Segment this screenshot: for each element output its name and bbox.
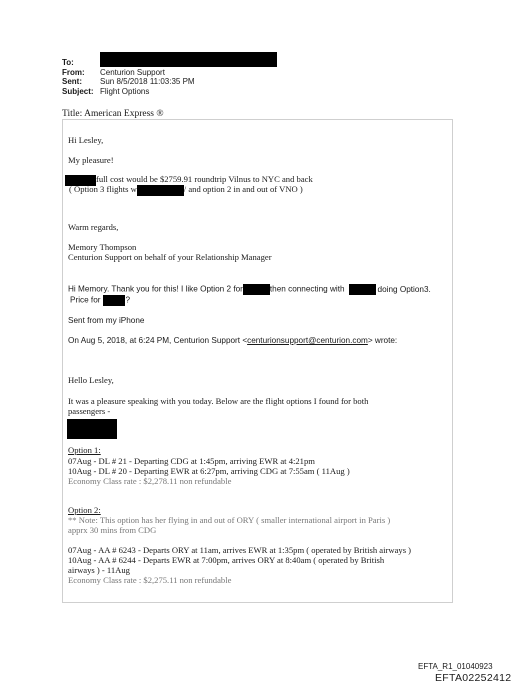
redaction-to <box>100 52 277 67</box>
client-line2-b: ? <box>125 295 131 305</box>
client-line2-a: Price for <box>70 295 101 305</box>
option2-note1: ** Note: This option has her flying in and out of ORY ( smaller international airport in Paris ) <box>68 515 391 525</box>
page-title: Title: American Express ® <box>62 109 164 119</box>
subject-label: Subject: <box>62 86 94 96</box>
reply-signoff: Warm regards, <box>68 222 119 232</box>
option1-line2: 10Aug - DL # 20 - Departing EWR at 6:27pm, arriving CDG at 7:55am ( 11Aug ) <box>68 466 350 476</box>
reply-greeting: Hi Lesley, <box>68 135 104 145</box>
option1-rate: Economy Class rate : $2,278.11 non refundable <box>68 476 232 486</box>
client-line1-c: doing Option3. <box>377 284 431 294</box>
from-row <box>62 68 277 78</box>
reply-line2-text: full cost would be $2759.91 roundtrip Vilnus to NYC and back <box>96 174 313 184</box>
original-intro1: It was a pleasure speaking with you today. Below are the flight options I found for both <box>68 396 369 406</box>
original-intro2: passengers - <box>68 406 111 416</box>
option2-line3: airways ) - 11Aug <box>68 565 130 575</box>
option1-line1: 07Aug - DL # 21 - Departing CDG at 1:45pm, arriving EWR at 4:21pm <box>68 456 315 466</box>
option2-line1: 07Aug - AA # 6243 - Departs ORY at 11am, arrives EWR at 1:35pm ( operated by British airways ) <box>68 545 412 555</box>
quote-header-b: > wrote: <box>367 336 398 345</box>
reply-name: Memory Thompson <box>68 242 137 252</box>
subject-value: Flight Options <box>100 86 150 96</box>
option1-heading: Option 1: <box>68 445 101 455</box>
footer-ref-1: EFTA_R1_01040923 <box>418 662 493 671</box>
client-line1 <box>68 284 431 295</box>
redaction-2 <box>137 185 184 196</box>
sent-label: Sent: <box>62 77 82 86</box>
redaction-5 <box>103 295 125 306</box>
sent-row <box>62 77 277 87</box>
reply-line3-b: / and option 2 in and out of VNO ) <box>183 184 303 194</box>
redaction-3 <box>243 284 270 295</box>
subject-row <box>62 87 277 97</box>
reply-line1: My pleasure! <box>68 155 114 165</box>
option2-note2: apprx 30 mins from CDG <box>68 525 157 535</box>
quote-header <box>68 336 397 346</box>
from-value: Centurion Support <box>100 67 165 77</box>
email-header <box>62 58 277 96</box>
sent-value: Sun 8/5/2018 11:03:35 PM <box>100 77 195 86</box>
reply-role: Centurion Support on behalf of your Relationship Manager <box>68 252 272 262</box>
to-row <box>62 58 277 68</box>
client-line2 <box>70 295 130 306</box>
sent-from-iphone: Sent from my iPhone <box>68 316 145 325</box>
option2-heading: Option 2: <box>68 505 101 515</box>
redaction-6 <box>67 419 117 439</box>
footer-ref-2: EFTA02252412 <box>435 672 512 684</box>
centurion-email-link[interactable]: centurionsupport@centurion.com <box>247 336 368 345</box>
quote-header-a: On Aug 5, 2018, at 6:24 PM, Centurion Support < <box>68 336 248 345</box>
option2-rate: Economy Class rate : $2,275.11 non refundable <box>68 575 232 585</box>
option2-line2: 10Aug - AA # 6244 - Departs EWR at 7:00pm, arrives ORY at 8:40am ( operated by British <box>68 555 385 565</box>
redaction-4 <box>349 284 376 295</box>
reply-line3 <box>69 184 303 196</box>
client-line1-b: then connecting with <box>269 284 345 294</box>
reply-line3-a: ( Option 3 flights w <box>69 184 137 194</box>
to-label: To: <box>62 58 74 67</box>
original-greeting: Hello Lesley, <box>68 375 114 385</box>
client-line1-a: Hi Memory. Thank you for this! I like Option 2 for <box>68 284 243 294</box>
from-label: From: <box>62 67 85 77</box>
email-body <box>62 119 453 603</box>
